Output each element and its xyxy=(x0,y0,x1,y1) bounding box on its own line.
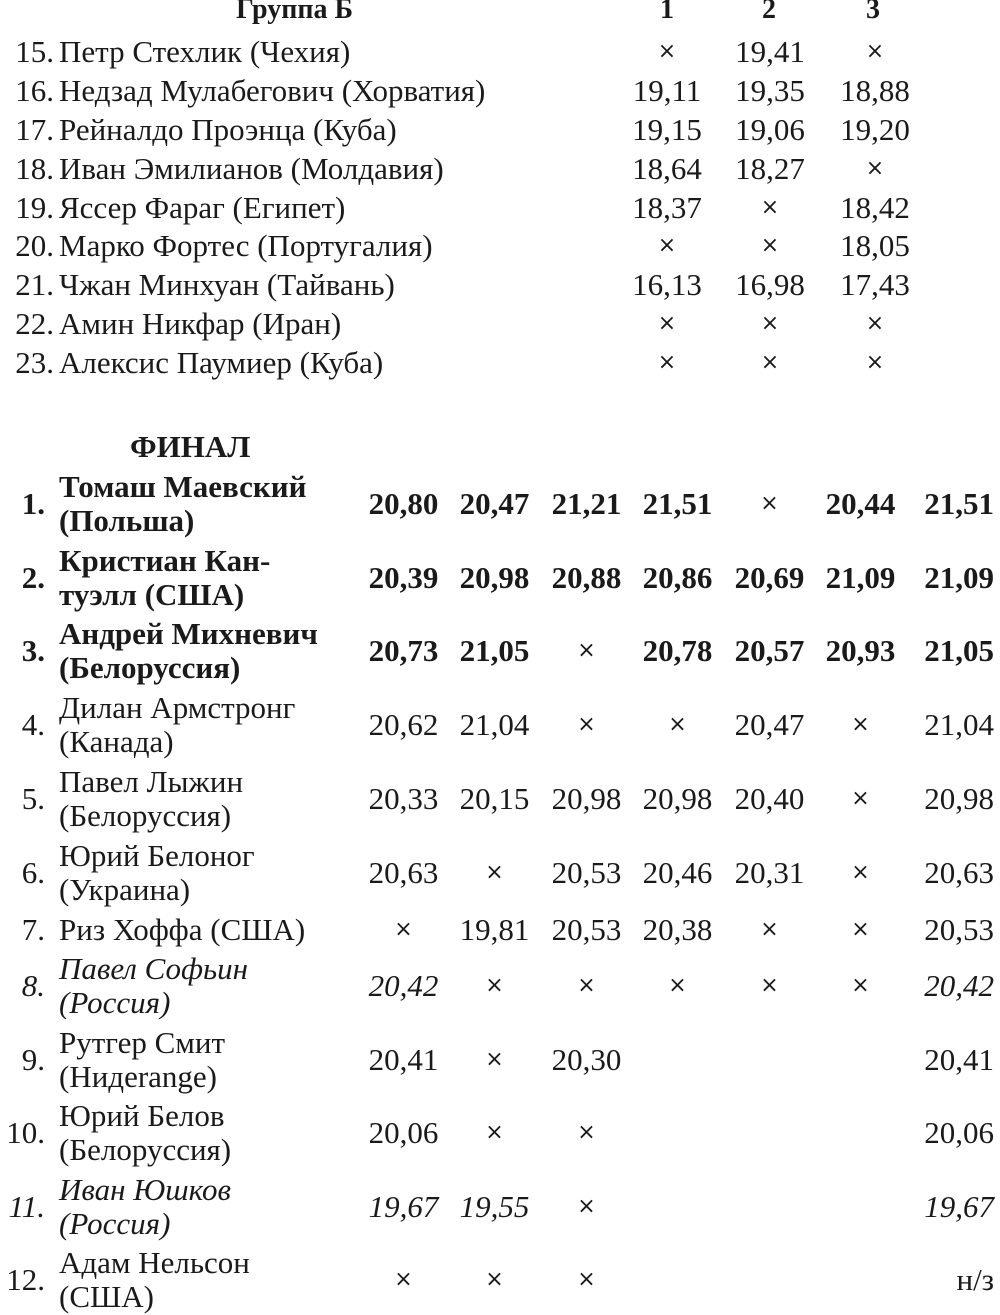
best-result: 21,51 xyxy=(924,486,994,521)
group-b-header-attempt-3: 3 xyxy=(866,0,880,25)
attempt-3: 20,88 xyxy=(551,560,622,595)
attempt-3: × xyxy=(577,1194,596,1219)
best-result: 20,41 xyxy=(924,1042,994,1077)
place-number: 8. xyxy=(21,968,45,1003)
final-row xyxy=(0,765,1000,833)
attempt-6: × xyxy=(851,973,870,998)
attempt-6: 20,44 xyxy=(825,486,896,521)
attempt-5: 20,57 xyxy=(734,633,805,668)
attempt-3: × xyxy=(577,712,596,737)
place-number: 18. xyxy=(15,151,54,186)
attempt-1: 18,64 xyxy=(632,151,702,186)
attempt-2: 20,47 xyxy=(459,486,530,521)
athlete-name xyxy=(59,765,243,833)
athlete-name: Марко Фортес (Португалия) xyxy=(59,228,433,263)
place-number: 6. xyxy=(21,855,45,890)
attempt-4: × xyxy=(668,712,687,737)
attempt-1: × xyxy=(394,1267,413,1292)
group-b-row xyxy=(0,111,1000,149)
athlete-name-line-1: Риз Хоффа (США) xyxy=(59,912,306,947)
attempt-5: 20,69 xyxy=(734,560,805,595)
group-b-row xyxy=(0,33,1000,71)
athlete-name-line-1: Юрий Белов xyxy=(59,1098,225,1133)
attempt-3: × xyxy=(577,973,596,998)
attempt-1: 20,62 xyxy=(368,707,439,742)
final-row xyxy=(0,544,1000,612)
attempt-1: 19,15 xyxy=(632,112,702,147)
athlete-name xyxy=(59,1246,250,1314)
athlete-name: Амин Никфар (Иран) xyxy=(59,306,342,341)
athlete-name-line-1: Юрий Белоног xyxy=(59,838,255,873)
attempt-5: 20,31 xyxy=(734,855,805,890)
attempt-4: 20,46 xyxy=(642,855,713,890)
athlete-name xyxy=(59,544,270,612)
attempt-2: 21,04 xyxy=(459,707,530,742)
best-result: 20,53 xyxy=(924,912,994,947)
attempt-2: 20,98 xyxy=(459,560,530,595)
attempt-1: 20,06 xyxy=(368,1115,439,1150)
final-row xyxy=(0,470,1000,538)
attempt-1: 19,11 xyxy=(632,73,702,108)
athlete-name-line-2: туэлл (США) xyxy=(59,577,245,612)
attempt-5: × xyxy=(760,491,779,516)
attempt-2: × xyxy=(760,311,780,336)
athlete-name-line-1: Адам Нельсон xyxy=(59,1245,250,1280)
final-row xyxy=(0,1026,1000,1094)
final-row xyxy=(0,617,1000,685)
athlete-name xyxy=(59,839,255,907)
group-b-row xyxy=(0,72,1000,110)
best-result: н/з xyxy=(956,1262,994,1297)
attempt-1: 19,67 xyxy=(368,1189,439,1224)
attempt-2: × xyxy=(485,973,504,998)
attempt-2: 20,15 xyxy=(459,781,530,816)
athlete-name: Недзад Мулабегович (Хорватия) xyxy=(59,73,486,108)
attempt-3: × xyxy=(865,39,885,64)
group-b-title: Группа Б xyxy=(236,0,354,25)
best-result: 20,42 xyxy=(924,968,994,1003)
group-b-row xyxy=(0,150,1000,188)
attempt-1: 20,63 xyxy=(368,855,439,890)
group-b-header-attempt-2: 2 xyxy=(762,0,776,25)
attempt-4: 20,78 xyxy=(642,633,713,668)
place-number: 11. xyxy=(8,1189,45,1224)
final-row xyxy=(0,691,1000,759)
athlete-name-line-2: (Польша) xyxy=(59,503,195,538)
place-number: 23. xyxy=(15,345,54,380)
attempt-2: 16,98 xyxy=(735,267,805,302)
attempt-3: 18,05 xyxy=(840,228,910,263)
athlete-name-line-1: Кристиан Кан- xyxy=(59,543,271,578)
attempt-5: 20,47 xyxy=(734,707,805,742)
attempt-6: × xyxy=(851,860,870,885)
best-result: 19,67 xyxy=(924,1189,994,1224)
athlete-name xyxy=(59,1099,231,1167)
attempt-3: × xyxy=(865,350,885,375)
attempt-4: 21,51 xyxy=(642,486,713,521)
group-b-row xyxy=(0,266,1000,304)
athlete-name-line-2: (Белоруссия) xyxy=(59,798,232,833)
attempt-1: 20,39 xyxy=(368,560,439,595)
athlete-name: Петр Стехлик (Чехия) xyxy=(59,34,351,69)
attempt-3: 20,53 xyxy=(551,855,622,890)
attempt-5: 20,40 xyxy=(734,781,805,816)
attempt-1: 18,37 xyxy=(632,190,702,225)
athlete-name: Яссер Фараг (Египет) xyxy=(59,190,346,225)
place-number: 19. xyxy=(15,190,54,225)
final-row xyxy=(0,911,1000,949)
athlete-name-line-2: (Нидеrange) xyxy=(59,1059,217,1094)
place-number: 21. xyxy=(15,267,54,302)
athlete-name xyxy=(59,1173,231,1241)
attempt-2: × xyxy=(485,1267,504,1292)
attempt-1: 20,80 xyxy=(368,486,439,521)
athlete-name xyxy=(59,911,305,949)
attempt-6: × xyxy=(851,712,870,737)
athlete-name xyxy=(59,617,318,685)
athlete-name-line-2: (Белоруссия) xyxy=(59,650,241,685)
attempt-4: 20,86 xyxy=(642,560,713,595)
athlete-name-line-1: Иван Юшков xyxy=(59,1172,231,1207)
place-number: 3. xyxy=(21,633,45,668)
group-b-row xyxy=(0,227,1000,265)
place-number: 4. xyxy=(21,707,45,742)
place-number: 15. xyxy=(15,34,54,69)
attempt-6: 21,09 xyxy=(825,560,896,595)
athlete-name-line-1: Рутгер Смит xyxy=(59,1025,226,1060)
attempt-3: × xyxy=(865,311,885,336)
attempt-2: 19,35 xyxy=(735,73,805,108)
attempt-6: 20,93 xyxy=(825,633,896,668)
athlete-name xyxy=(59,1026,225,1094)
attempt-2: 19,41 xyxy=(735,34,805,69)
group-b-row xyxy=(0,344,1000,382)
attempt-3: × xyxy=(577,638,596,663)
group-b-row xyxy=(0,189,1000,227)
attempt-4: 20,38 xyxy=(642,912,713,947)
place-number: 22. xyxy=(15,306,54,341)
athlete-name-line-2: (Белоруссия) xyxy=(59,1132,232,1167)
place-number: 17. xyxy=(15,112,54,147)
final-row xyxy=(0,1173,1000,1241)
attempt-1: 16,13 xyxy=(632,267,702,302)
attempt-6: × xyxy=(851,917,870,942)
place-number: 16. xyxy=(15,73,54,108)
attempt-1: 20,42 xyxy=(368,968,439,1003)
final-title: ФИНАЛ xyxy=(130,429,251,464)
attempt-1: 20,41 xyxy=(368,1042,439,1077)
attempt-4: 20,98 xyxy=(642,781,713,816)
athlete-name: Алексис Паумиер (Куба) xyxy=(59,345,384,380)
final-row xyxy=(0,1099,1000,1167)
athlete-name xyxy=(59,952,248,1020)
attempt-2: × xyxy=(485,860,504,885)
best-result: 21,05 xyxy=(924,633,994,668)
attempt-1: × xyxy=(657,311,677,336)
place-number: 20. xyxy=(15,228,54,263)
athlete-name-line-1: Томаш Маевский xyxy=(59,469,307,504)
athlete-name-line-1: Павел Софьин xyxy=(59,951,248,986)
attempt-2: 19,55 xyxy=(459,1189,530,1224)
attempt-2: × xyxy=(485,1120,504,1145)
attempt-3: 20,53 xyxy=(551,912,622,947)
attempt-2: 21,05 xyxy=(459,633,530,668)
final-row xyxy=(0,952,1000,1020)
place-number: 2. xyxy=(21,560,45,595)
best-result: 20,63 xyxy=(924,855,994,890)
attempt-1: 20,33 xyxy=(368,781,439,816)
attempt-1: × xyxy=(657,233,677,258)
attempt-3: 17,43 xyxy=(840,267,910,302)
attempt-3: 20,30 xyxy=(551,1042,622,1077)
athlete-name xyxy=(59,691,295,759)
place-number: 7. xyxy=(21,912,45,947)
place-number: 5. xyxy=(21,781,45,816)
athlete-name-line-1: Павел Лыжин xyxy=(59,764,244,799)
athlete-name-line-1: Дилан Армстронг xyxy=(59,690,296,725)
attempt-1: × xyxy=(657,39,677,64)
attempt-2: 19,06 xyxy=(735,112,805,147)
attempt-3: 19,20 xyxy=(840,112,910,147)
athlete-name-line-2: (Россия) xyxy=(59,985,171,1020)
attempt-3: × xyxy=(577,1267,596,1292)
attempt-2: × xyxy=(760,195,780,220)
attempt-1: × xyxy=(657,350,677,375)
attempt-5: × xyxy=(760,973,779,998)
attempt-1: 20,73 xyxy=(368,633,439,668)
attempt-3: × xyxy=(577,1120,596,1145)
attempt-3: 20,98 xyxy=(551,781,622,816)
attempt-5: × xyxy=(760,917,779,942)
attempt-2: × xyxy=(760,350,780,375)
athlete-name-line-2: (Украина) xyxy=(59,872,191,907)
place-number: 9. xyxy=(21,1042,45,1077)
attempt-3: × xyxy=(865,156,885,181)
best-result: 20,06 xyxy=(924,1115,994,1150)
final-row xyxy=(0,1246,1000,1314)
place-number: 1. xyxy=(21,486,45,521)
athlete-name: Чжан Минхуан (Тайвань) xyxy=(59,267,395,302)
athlete-name-line-2: (Канада) xyxy=(59,724,174,759)
athlete-name: Рейналдо Проэнца (Куба) xyxy=(59,112,397,147)
athlete-name-line-1: Андрей Михневич xyxy=(59,616,318,651)
attempt-2: × xyxy=(485,1047,504,1072)
attempt-6: × xyxy=(851,786,870,811)
group-b-row xyxy=(0,305,1000,343)
best-result: 20,98 xyxy=(924,781,994,816)
attempt-4: × xyxy=(668,973,687,998)
athlete-name xyxy=(59,470,307,538)
attempt-1: × xyxy=(394,917,413,942)
athlete-name: Иван Эмилианов (Молдавия) xyxy=(59,151,444,186)
attempt-3: 21,21 xyxy=(551,486,622,521)
athlete-name-line-2: (Россия) xyxy=(59,1206,171,1241)
place-number: 10. xyxy=(6,1115,45,1150)
best-result: 21,09 xyxy=(924,560,994,595)
attempt-3: 18,42 xyxy=(840,190,910,225)
group-b-header-attempt-1: 1 xyxy=(660,0,674,25)
final-row xyxy=(0,839,1000,907)
best-result: 21,04 xyxy=(924,707,994,742)
attempt-2: 18,27 xyxy=(735,151,805,186)
athlete-name-line-2: (США) xyxy=(59,1279,154,1314)
place-number: 12. xyxy=(6,1262,45,1297)
attempt-2: × xyxy=(760,233,780,258)
attempt-2: 19,81 xyxy=(459,912,530,947)
attempt-3: 18,88 xyxy=(840,73,910,108)
